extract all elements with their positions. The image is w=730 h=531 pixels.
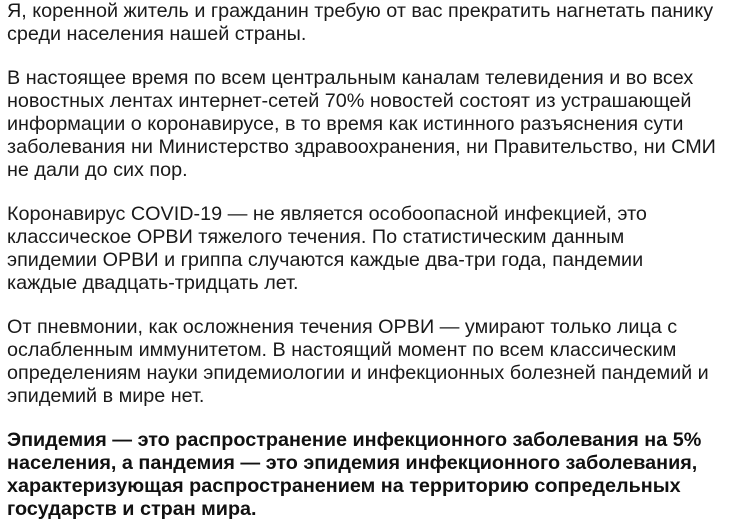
paragraph-line: характеризующая распространением на территорию сопредельных xyxy=(7,475,681,497)
paragraph-line: эпидемии ОРВИ и гриппа случаются каждые два-три года, пандемии xyxy=(7,249,644,271)
paragraph-line: классическое ОРВИ тяжелого течения. По статистическим данным xyxy=(7,226,625,248)
paragraph-line: информации о коронавирусе, в то время как истинного разъяснения сути xyxy=(7,113,684,135)
paragraph-line: не дали до сих пор. xyxy=(7,159,188,181)
paragraph-4 xyxy=(7,316,722,408)
paragraph-2 xyxy=(7,67,722,182)
paragraph-1 xyxy=(7,0,722,46)
paragraph-5-bold xyxy=(7,429,722,521)
paragraph-3 xyxy=(7,203,722,295)
paragraph-line: заболевания ни Министерство здравоохранения, ни Правительство, ни СМИ xyxy=(7,136,716,158)
paragraph-line: определениям науки эпидемиологии и инфекционных болезней пандемий и xyxy=(7,362,709,384)
paragraph-line: Коронавирус COVID-19 — не является особоопасной инфекцией, это xyxy=(7,203,647,225)
paragraph-line: В настоящее время по всем центральным каналам телевидения и во всех xyxy=(7,67,694,89)
paragraph-line: государств и стран мира. xyxy=(7,498,257,520)
paragraph-line: ослабленным иммунитетом. В настоящий момент по всем классическим xyxy=(7,339,677,361)
paragraph-line: Эпидемия — это распространение инфекционного заболевания на 5% xyxy=(7,429,702,451)
paragraph-line: каждые двадцать-тридцать лет. xyxy=(7,272,299,294)
paragraph-line: От пневмонии, как осложнения течения ОРВИ — умирают только лица с xyxy=(7,316,678,338)
paragraph-line: новостных лентах интернет-сетей 70% новостей состоят из устрашающей xyxy=(7,90,692,112)
paragraph-line: эпидемий в мире нет. xyxy=(7,385,205,407)
paragraph-line: Я, коренной житель и гражданин требую от вас прекратить нагнетать панику xyxy=(7,0,714,22)
paragraph-line: среди населения нашей страны. xyxy=(7,23,307,45)
paragraph-line: населения, а пандемия — это эпидемия инфекционного заболевания, xyxy=(7,452,698,474)
